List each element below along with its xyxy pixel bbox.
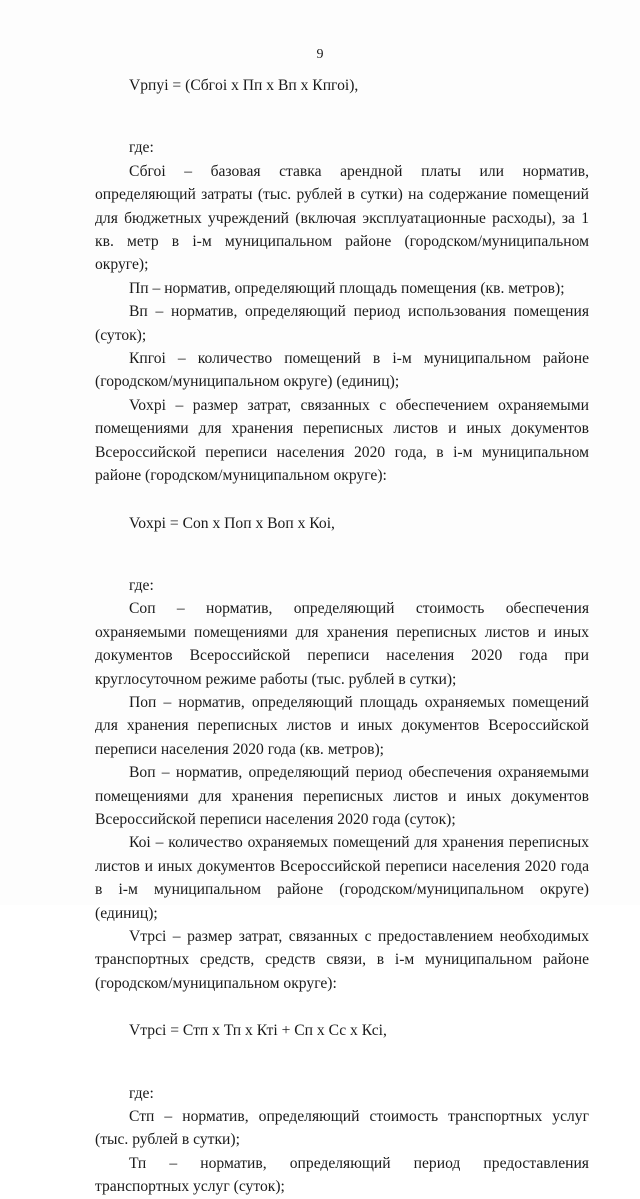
where-label: где: [129,576,154,594]
spacer [95,1043,589,1082]
definition-voxp: Voxpi – размер затрат, связанных с обеспечением охраняемыми помещениями для хранения переписных листов и иных документов Всероссийской переписи населения 2020 года, в i-м муниципальном районе (городском/муниципальном округе): [95,396,589,485]
definition-sbgo: Сбгоi – базовая ставка арендной платы или норматив, определяющий затраты (тыс. рублей в сутки) на содержание помещений для бюджетных учреждений (включая эксплуатационные расходы), за 1 кв. метр в i-м муниципальном районе (городском/муниципальном округе); [95,162,589,274]
definition-tp: Тп – норматив, определяющий период предоставления транспортных услуг (суток); [95,1154,589,1196]
definition-ko: Коi – количество охраняемых помещений для хранения переписных листов и иных документов Всероссийской переписи населения 2020 года в i-м муниципальном районе (городском/муниципальном округе) (единиц); [95,834,589,922]
definition-vtrs: Vтрсi – размер затрат, связанных с предоставлением необходимых транспортных средств, средств связи, в i-м муниципальном районе (городском/муниципальном округе): [95,928,589,992]
page-number: 9 [316,47,324,62]
where-label: где: [129,139,154,157]
definition-vp: Вп – норматив, определяющий период использования помещения (суток); [95,303,589,344]
spacer [95,488,589,512]
spacer [95,535,589,574]
definition-sop: Соп – норматив, определяющий стоимость обеспечения охраняемыми помещениями для хранения переписных листов и иных документов Всероссийской переписи населения 2020 года при круглосуточном режиме работы (тыс. рублей в сутки); [95,600,589,688]
formula-vrpu: Vрпуi = (Cбгoi x Пп x Вп x Кпгоi), [129,77,359,94]
definition-stp: Стп – норматив, определяющий стоимость транспортных услуг (тыс. рублей в сутки); [95,1108,589,1149]
definition-pop: Поп – норматив, определяющий площадь охраняемых помещений для хранения переписных листов и иных документов Всероссийской переписи населения 2020 года (кв. метров); [95,693,589,758]
definition-pp: Пп – норматив, определяющий площадь помещения (кв. метров); [129,279,565,297]
definition-vop: Воп – норматив, определяющий период обеспечения охраняемыми помещениями для хранения переписных листов и иных документов Всероссийской переписи населения 2020 года (суток); [95,764,589,828]
where-label: где: [129,1084,154,1102]
formula-vtrs: Vтрсi = Стп x Тп x Кті + Сп x Сс x Ксi, [129,1022,387,1040]
document-body [95,74,589,1199]
definition-kpgo: Кпгоi – количество помещений в i-м муниципальном районе (городском/муниципальном округе) (единиц); [95,350,589,391]
formula-voxp: Voxpi = Con x Поп x Воп x Коi, [129,514,335,532]
spacer [95,995,589,1019]
spacer [95,97,589,136]
